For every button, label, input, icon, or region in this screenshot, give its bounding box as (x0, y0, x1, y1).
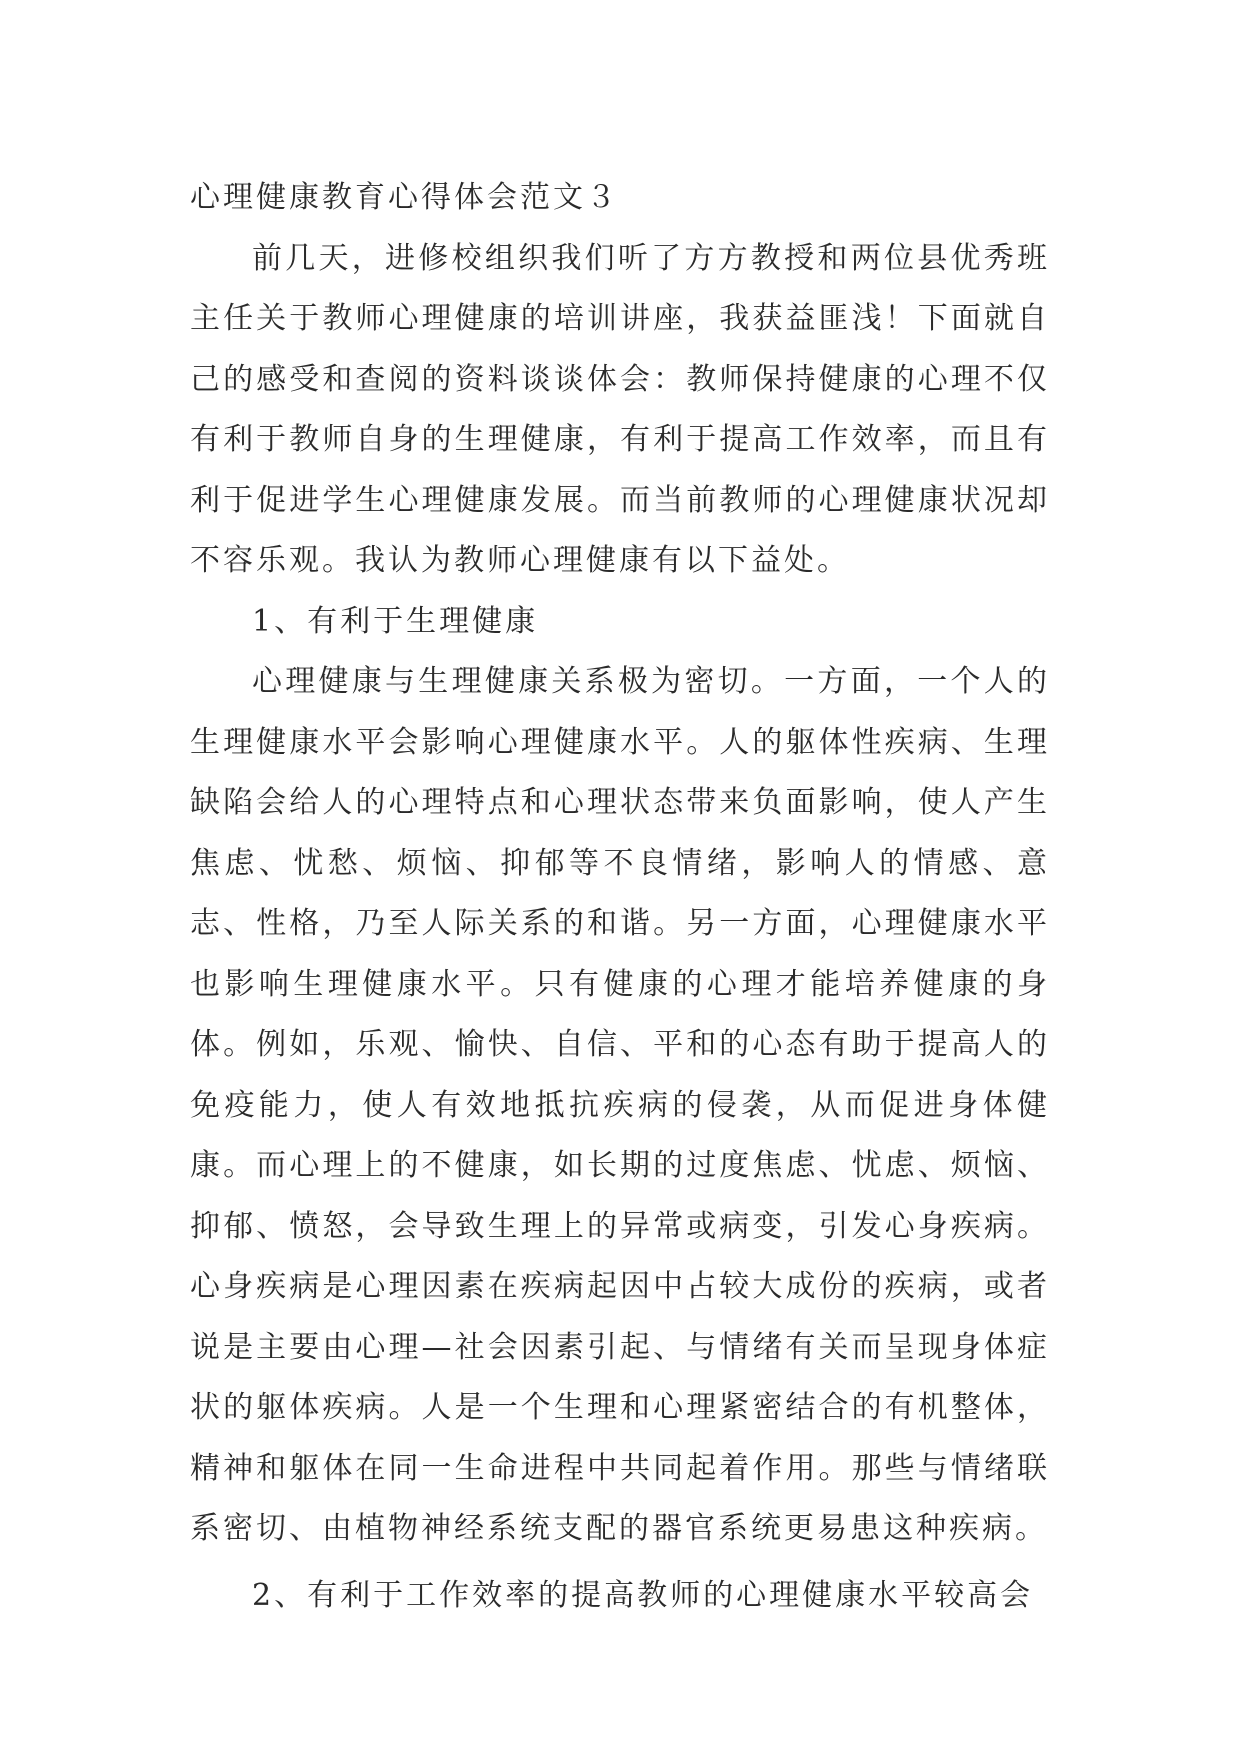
paragraph-physical-health: 心理健康与生理健康关系极为密切。一方面，一个人的生理健康水平会影响心理健康水平。人的躯体性疾病、生理缺陷会给人的心理特点和心理状态带来负面影响，使人产生焦虑、忧愁、烦恼、抑郁等不良情绪，影响人的情感、意志、性格，乃至人际关系的和谐。另一方面，心理健康水平也影响生理健康水平。只有健康的心理才能培养健康的身体。例如，乐观、愉快、自信、平和的心态有助于提高人的免疫能力，使人有效地抵抗疾病的侵袭，从而促进身体健康。而心理上的不健康，如长期的过度焦虑、忧虑、烦恼、抑郁、愤怒，会导致生理上的异常或病变，引发心身疾病。心身疾病是心理因素在疾病起因中占较大成份的疾病，或者说是主要由心理—社会因素引起、与情绪有关而呈现身体症状的躯体疾病。人是一个生理和心理紧密结合的有机整体，精神和躯体在同一生命进程中共同起着作用。那些与情绪联系密切、由植物神经系统支配的器官系统更易患这种疾病。 (190, 664, 1050, 1546)
section-heading-1: 1、有利于生理健康 (252, 603, 539, 639)
section-heading-2: 2、有利于工作效率的提高教师的心理健康水平较高会 (252, 1577, 1034, 1613)
document-title: 心理健康教育心得体会范文３ (190, 180, 619, 215)
paragraph-intro: 前几天，进修校组织我们听了方方教授和两位县优秀班主任关于教师心理健康的培训讲座，我获益匪浅！下面就自己的感受和查阅的资料谈谈体会：教师保持健康的心理不仅有利于教师自身的生理健康，有利于提高工作效率，而且有利于促进学生心理健康发展。而当前教师的心理健康状况却不容乐观。我认为教师心理健康有以下益处。 (190, 240, 1050, 578)
document-body (190, 168, 1050, 1626)
